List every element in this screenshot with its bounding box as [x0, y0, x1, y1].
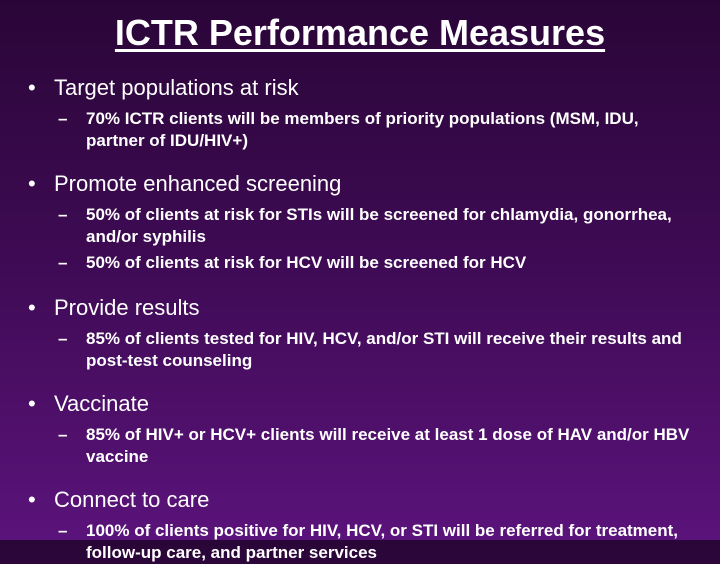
sub-bullet — [28, 252, 700, 274]
section-target-populations — [28, 74, 700, 152]
sub-bullet-text: 100% of clients positive for HIV, HCV, or STI will be referred for treatment, follow-up care, and partner services — [86, 521, 679, 562]
sub-bullet-text: 50% of clients at risk for HCV will be screened for HCV — [86, 253, 527, 272]
sub-bullet — [28, 108, 700, 152]
bullet-icon: • — [28, 487, 36, 512]
bullet-heading — [28, 74, 700, 102]
sub-bullet — [28, 424, 700, 468]
sub-bullet — [28, 328, 700, 372]
bullet-heading-text: Connect to care — [54, 487, 210, 512]
bullet-heading-text: Provide results — [54, 295, 200, 320]
bullet-heading — [28, 390, 700, 418]
section-provide-results — [28, 294, 700, 372]
bullet-heading — [28, 294, 700, 322]
bullet-icon: • — [28, 75, 36, 100]
dash-icon: – — [58, 329, 68, 348]
sub-bullet-text: 70% ICTR clients will be members of priority populations (MSM, IDU, partner of IDU/HIV+) — [86, 109, 639, 150]
bullet-heading-text: Promote enhanced screening — [54, 171, 342, 196]
dash-icon: – — [58, 205, 68, 224]
sub-bullet-text: 85% of clients tested for HIV, HCV, and/or STI will receive their results and post-test counseling — [86, 329, 682, 370]
dash-icon: – — [58, 521, 68, 540]
sub-bullet — [28, 204, 700, 248]
dash-icon: – — [58, 109, 68, 128]
sub-bullet — [28, 520, 700, 564]
sub-bullet-text: 50% of clients at risk for STIs will be screened for chlamydia, gonorrhea, and/or syphilis — [86, 205, 672, 246]
sub-bullet-text: 85% of HIV+ or HCV+ clients will receive at least 1 dose of HAV and/or HBV vaccine — [86, 425, 690, 466]
bullet-heading-text: Target populations at risk — [54, 75, 299, 100]
bullet-heading — [28, 170, 700, 198]
dash-icon: – — [58, 425, 68, 444]
bullet-list — [28, 74, 700, 564]
slide-title: ICTR Performance Measures — [114, 12, 606, 53]
bullet-icon: • — [28, 295, 36, 320]
bullet-heading — [28, 486, 700, 514]
dash-icon: – — [58, 253, 68, 272]
section-connect-to-care — [28, 486, 700, 564]
section-enhanced-screening — [28, 170, 700, 274]
bullet-icon: • — [28, 171, 36, 196]
section-vaccinate — [28, 390, 700, 468]
bullet-heading-text: Vaccinate — [54, 391, 149, 416]
bullet-icon: • — [28, 391, 36, 416]
